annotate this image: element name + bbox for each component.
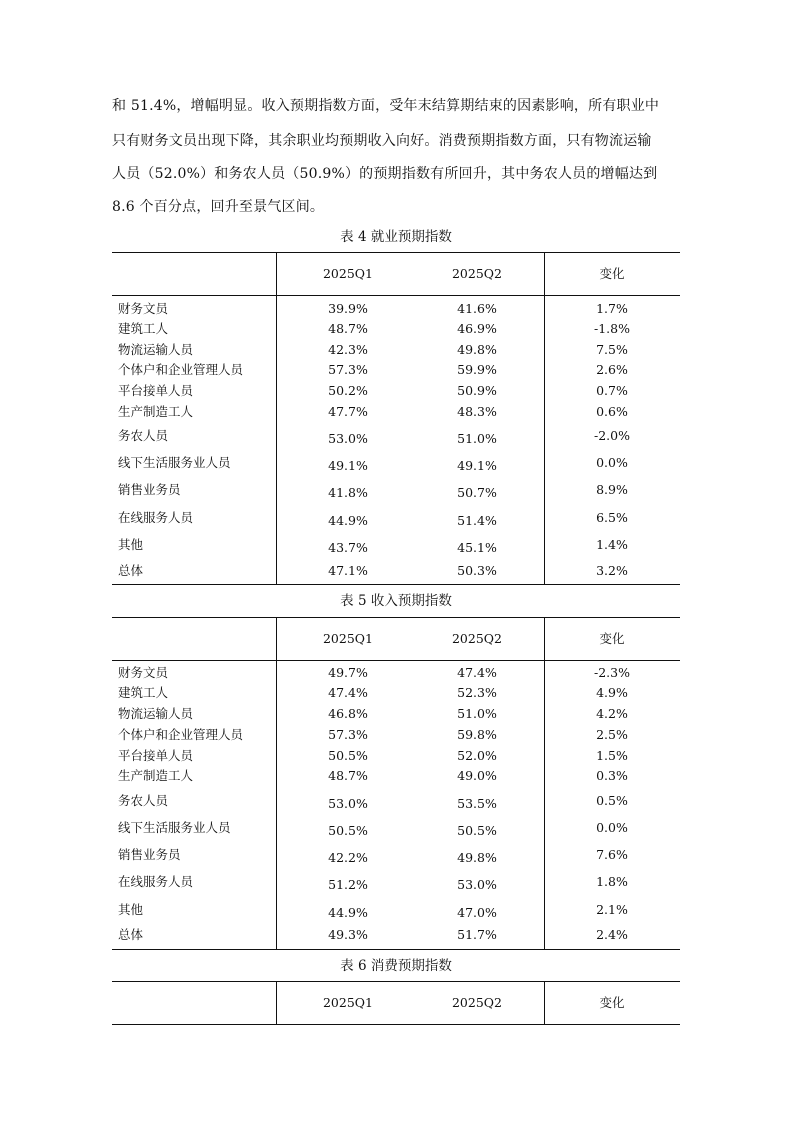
- header-cell: 2025Q2: [451, 631, 502, 646]
- header-cell: 变化: [599, 266, 625, 281]
- cell-q1: 49.3%: [328, 927, 368, 942]
- paragraph-line: 人员（52.0%）和务农人员（50.9%）的预期指数有所回升，其中务农人员的增幅达到: [112, 166, 658, 182]
- table-row: [112, 453, 680, 473]
- table-body: [112, 296, 680, 584]
- table-row: [112, 818, 680, 838]
- cell-change: 1.7%: [596, 301, 628, 316]
- cell-change: 8.9%: [596, 482, 628, 497]
- header-cell: 2025Q2: [451, 266, 502, 281]
- cell-q1: 57.3%: [328, 362, 368, 377]
- row-label: 其他: [118, 902, 144, 917]
- table-row: [112, 402, 680, 422]
- cell-q1: 50.5%: [328, 748, 368, 763]
- row-label: 销售业务员: [118, 482, 181, 497]
- header-cell: 变化: [599, 995, 625, 1010]
- cell-q2: 49.1%: [457, 458, 497, 473]
- cell-change: 2.5%: [596, 727, 628, 742]
- cell-q1: 51.2%: [328, 877, 368, 892]
- cell-q1: 43.7%: [328, 540, 368, 555]
- table-row: [112, 381, 680, 401]
- cell-change: -1.8%: [594, 321, 630, 336]
- header-cell: 2025Q1: [322, 995, 373, 1010]
- row-label: 生产制造工人: [118, 768, 194, 783]
- cell-q2: 50.9%: [457, 383, 497, 398]
- cell-q1: 50.5%: [328, 823, 368, 838]
- cell-q2: 47.0%: [457, 905, 497, 920]
- row-label: 财务文员: [118, 301, 169, 316]
- cell-q1: 50.2%: [328, 383, 368, 398]
- row-label: 在线服务人员: [118, 874, 194, 889]
- cell-change: 6.5%: [596, 510, 628, 525]
- table-row: [112, 480, 680, 500]
- cell-q1: 42.2%: [328, 850, 368, 865]
- table-row: [112, 900, 680, 920]
- cell-q2: 46.9%: [457, 321, 497, 336]
- paragraph-line: 8.6 个百分点，回升至景气区间。: [112, 199, 325, 215]
- cell-change: 2.4%: [596, 927, 628, 942]
- table-row: [112, 426, 680, 446]
- cell-change: 7.6%: [596, 847, 628, 862]
- cell-change: 1.5%: [596, 748, 628, 763]
- header-cell: 2025Q1: [322, 631, 373, 646]
- row-label: 务农人员: [118, 428, 169, 443]
- cell-q1: 42.3%: [328, 342, 368, 357]
- row-label: 务农人员: [118, 793, 169, 808]
- table-row: [112, 340, 680, 360]
- cell-change: 1.4%: [596, 537, 628, 552]
- row-label: 个体户和企业管理人员: [118, 362, 244, 377]
- row-label: 财务文员: [118, 665, 169, 680]
- header-cell: 变化: [599, 631, 625, 646]
- cell-q2: 49.0%: [457, 768, 497, 783]
- cell-q2: 52.0%: [457, 748, 497, 763]
- table-row: [112, 508, 680, 528]
- table-header-row: [112, 618, 680, 661]
- row-label: 销售业务员: [118, 847, 181, 862]
- cell-q2: 50.3%: [457, 563, 497, 578]
- cell-q1: 53.0%: [328, 796, 368, 811]
- cell-change: 0.3%: [596, 768, 628, 783]
- cell-q1: 47.1%: [328, 563, 368, 578]
- cell-q1: 46.8%: [328, 706, 368, 721]
- consumption-expectation-table: [112, 981, 680, 1025]
- table-row: [112, 319, 680, 339]
- table-row: [112, 360, 680, 380]
- cell-q1: 48.7%: [328, 321, 368, 336]
- header-cell: 2025Q2: [451, 995, 502, 1010]
- cell-q2: 50.5%: [457, 823, 497, 838]
- cell-q2: 51.4%: [457, 513, 497, 528]
- cell-q2: 53.5%: [457, 796, 497, 811]
- cell-q2: 50.7%: [457, 485, 497, 500]
- header-cell: 2025Q1: [322, 266, 373, 281]
- table-header-row: [112, 253, 680, 296]
- row-label: 总体: [118, 563, 144, 578]
- row-label: 建筑工人: [118, 685, 169, 700]
- table-row: [112, 299, 680, 319]
- paragraph-line: 只有财务文员出现下降，其余职业均预期收入向好。消费预期指数方面，只有物流运输: [112, 133, 652, 149]
- cell-q1: 57.3%: [328, 727, 368, 742]
- cell-q2: 53.0%: [457, 877, 497, 892]
- cell-change: 3.2%: [596, 563, 628, 578]
- cell-change: 0.7%: [596, 383, 628, 398]
- cell-change: 0.5%: [596, 793, 628, 808]
- table-body: [112, 661, 680, 949]
- employment-expectation-table: [112, 252, 680, 585]
- table-row: [112, 535, 680, 555]
- cell-change: 1.8%: [596, 874, 628, 889]
- table-header-row: [112, 982, 680, 1025]
- row-label: 物流运输人员: [118, 706, 194, 721]
- table-row: [112, 791, 680, 811]
- table-row: [112, 725, 680, 745]
- table-row: [112, 845, 680, 865]
- cell-q1: 39.9%: [328, 301, 368, 316]
- table-row: [112, 683, 680, 703]
- cell-q1: 48.7%: [328, 768, 368, 783]
- table-row: [112, 663, 680, 683]
- cell-q2: 52.3%: [457, 685, 497, 700]
- table-row: [112, 766, 680, 786]
- income-expectation-table: [112, 617, 680, 950]
- cell-q2: 47.4%: [457, 665, 497, 680]
- cell-change: 2.6%: [596, 362, 628, 377]
- cell-q1: 47.4%: [328, 685, 368, 700]
- cell-q2: 51.7%: [457, 927, 497, 942]
- row-label: 总体: [118, 927, 144, 942]
- cell-change: 4.2%: [596, 706, 628, 721]
- row-label: 线下生活服务业人员: [118, 455, 231, 470]
- cell-change: -2.0%: [594, 428, 630, 443]
- table-caption: 表 5 收入预期指数: [340, 593, 452, 609]
- paragraph-line: 和 51.4%，增幅明显。收入预期指数方面，受年末结算期结束的因素影响，所有职业中: [112, 98, 660, 114]
- cell-q1: 41.8%: [328, 485, 368, 500]
- table-caption: 表 4 就业预期指数: [340, 229, 452, 245]
- cell-q2: 51.0%: [457, 431, 497, 446]
- row-label: 物流运输人员: [118, 342, 194, 357]
- cell-change: -2.3%: [594, 665, 630, 680]
- table-row: [112, 925, 680, 945]
- cell-q1: 47.7%: [328, 404, 368, 419]
- row-label: 其他: [118, 537, 144, 552]
- cell-change: 7.5%: [596, 342, 628, 357]
- cell-q2: 45.1%: [457, 540, 497, 555]
- cell-change: 0.0%: [596, 455, 628, 470]
- cell-change: 4.9%: [596, 685, 628, 700]
- table-row: [112, 561, 680, 581]
- cell-q1: 53.0%: [328, 431, 368, 446]
- table-row: [112, 746, 680, 766]
- cell-q2: 49.8%: [457, 342, 497, 357]
- table-row: [112, 872, 680, 892]
- cell-q2: 41.6%: [457, 301, 497, 316]
- row-label: 平台接单人员: [118, 748, 194, 763]
- cell-q1: 44.9%: [328, 513, 368, 528]
- cell-q2: 48.3%: [457, 404, 497, 419]
- row-label: 线下生活服务业人员: [118, 820, 231, 835]
- cell-q2: 49.8%: [457, 850, 497, 865]
- cell-q1: 44.9%: [328, 905, 368, 920]
- row-label: 平台接单人员: [118, 383, 194, 398]
- cell-q1: 49.7%: [328, 665, 368, 680]
- cell-q2: 59.9%: [457, 362, 497, 377]
- cell-q2: 59.8%: [457, 727, 497, 742]
- cell-q2: 51.0%: [457, 706, 497, 721]
- row-label: 个体户和企业管理人员: [118, 727, 244, 742]
- cell-change: 2.1%: [596, 902, 628, 917]
- table-caption: 表 6 消费预期指数: [340, 958, 452, 974]
- cell-change: 0.6%: [596, 404, 628, 419]
- cell-q1: 49.1%: [328, 458, 368, 473]
- row-label: 在线服务人员: [118, 510, 194, 525]
- table-row: [112, 704, 680, 724]
- row-label: 建筑工人: [118, 321, 169, 336]
- row-label: 生产制造工人: [118, 404, 194, 419]
- cell-change: 0.0%: [596, 820, 628, 835]
